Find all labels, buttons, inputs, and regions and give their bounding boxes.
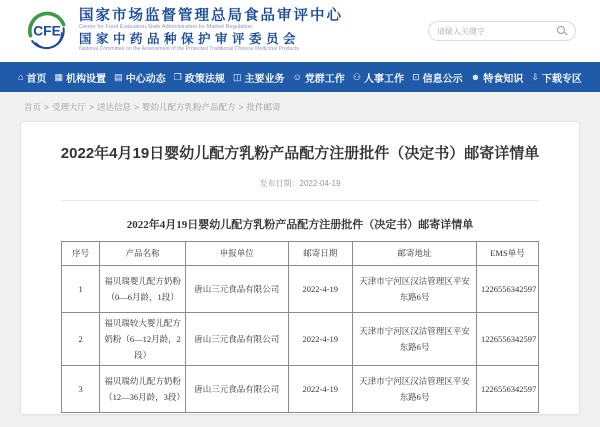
download-icon: ⇩	[531, 71, 539, 82]
nav-label: 党群工作	[304, 73, 345, 85]
cell-ems-number: 1226556342597	[476, 366, 538, 413]
document-icon: ▤	[114, 71, 123, 82]
col-header-mail-address: 邮寄地址	[352, 242, 476, 266]
cell-mail-address: 天津市宁河区汉沽管理区平安东路6号	[352, 366, 476, 413]
table-title: 2022年4月19日婴幼儿配方乳粉产品配方注册批件（决定书）邮寄详情单	[126, 219, 474, 231]
nav-item-news[interactable]	[110, 62, 170, 92]
nav-label: 人事工作	[364, 73, 404, 85]
nav-label: 信息公示	[422, 73, 463, 85]
table-row	[62, 313, 539, 366]
breadcrumb-separator: >	[44, 102, 49, 112]
breadcrumb-home[interactable]: 首页	[24, 102, 42, 112]
nav-label: 首页	[26, 73, 47, 85]
cell-ems-number: 1226556342597	[476, 313, 538, 366]
cell-product-name: 福贝瑞较大婴儿配方奶粉（6—12月龄，2段）	[100, 313, 186, 366]
book-icon: ❐	[173, 71, 182, 82]
nav-item-main-business[interactable]	[229, 62, 289, 92]
cell-mail-date: 2022-4-19	[288, 313, 352, 366]
col-header-index: 序号	[62, 242, 100, 266]
table-row	[62, 366, 539, 413]
col-header-applicant: 申报单位	[186, 242, 289, 266]
cell-index: 2	[62, 313, 100, 366]
org-name-en-1: Center for Food Evaluation,State Administration for Market Regulation	[79, 24, 253, 31]
breadcrumb	[0, 92, 600, 121]
nav-item-hr-work[interactable]	[349, 62, 408, 92]
nav-label: 机构设置	[66, 73, 107, 85]
col-header-ems-number: EMS单号	[476, 242, 538, 266]
publish-date-line	[21, 178, 579, 189]
cell-mail-address: 天津市宁河区汉沽管理区平安东路6号	[352, 266, 476, 313]
org-name-cn-1: 国家市场监督管理总局食品审评中心	[79, 8, 343, 25]
breadcrumb-infant-formula[interactable]: 婴幼儿配方乳粉产品配方	[141, 102, 236, 112]
cell-product-name: 福贝瑞幼儿配方奶粉（12—36月龄，3段）	[100, 366, 186, 413]
people-icon: ⚇	[352, 71, 361, 82]
nav-item-party-work[interactable]	[289, 62, 349, 92]
cfe-logo-icon	[24, 8, 70, 54]
nav-item-downloads[interactable]	[527, 62, 586, 92]
breadcrumb-current-mailing[interactable]: 批件邮寄	[246, 102, 281, 112]
clipboard-icon: ⊡	[412, 71, 420, 82]
nav-label: 政策法规	[184, 73, 225, 85]
cell-ems-number: 1226556342597	[476, 266, 538, 313]
org-titles	[79, 9, 343, 53]
cell-index: 3	[62, 366, 100, 413]
org-name-cn-2: 国家中药品种保护审评委员会	[79, 32, 301, 47]
cell-product-name: 福贝瑞婴儿配方奶粉（0—6月龄，1段）	[100, 266, 186, 313]
breadcrumb-delivery-info[interactable]: 送达信息	[96, 102, 131, 112]
site-header	[0, 0, 600, 62]
col-header-product-name: 产品名称	[100, 242, 186, 266]
nav-label: 中心动态	[125, 73, 166, 85]
home-icon: ⌂	[18, 72, 24, 82]
breadcrumb-acceptance-hall[interactable]: 受理大厅	[51, 102, 86, 112]
table-header-row	[62, 242, 539, 266]
publish-date-value: 2022-04-19	[299, 179, 341, 188]
org-name-en-2: National Committee on the Assessment of the Protected Traditional Chinese Medicinal Products	[79, 46, 300, 53]
table-row	[62, 266, 539, 313]
nav-label: 下载专区	[541, 73, 582, 85]
svg-text:CFE: CFE	[33, 23, 61, 39]
smiley-icon: ☻	[470, 72, 481, 82]
nav-item-info-disclosure[interactable]	[408, 62, 467, 92]
search-box[interactable]	[428, 21, 576, 41]
nav-label: 特食知识	[483, 73, 524, 85]
main-nav	[0, 62, 600, 92]
nav-item-home[interactable]	[14, 62, 50, 92]
cell-mail-date: 2022-4-19	[288, 266, 352, 313]
search-input[interactable]	[437, 27, 557, 36]
page-title: 2022年4月19日婴幼儿配方乳粉产品配方注册批件（决定书）邮寄详情单	[60, 145, 540, 162]
org-chart-icon: ▦	[54, 71, 64, 82]
cell-applicant: 唐山三元食品有限公司	[186, 266, 289, 313]
nav-label: 主要业务	[244, 73, 285, 85]
cell-applicant: 唐山三元食品有限公司	[186, 366, 289, 413]
nav-item-policies[interactable]	[170, 62, 229, 92]
content-card	[20, 121, 580, 415]
cell-applicant: 唐山三元食品有限公司	[186, 313, 289, 366]
breadcrumb-separator: >	[238, 102, 244, 112]
search-icon[interactable]	[557, 26, 567, 36]
person-icon: ☺	[292, 72, 302, 82]
breadcrumb-separator: >	[89, 102, 94, 112]
cell-mail-address: 天津市宁河区汉沽管理区平安东路6号	[352, 313, 476, 366]
cell-index: 1	[62, 266, 100, 313]
cell-mail-date: 2022-4-19	[288, 366, 352, 413]
col-header-mail-date: 邮寄日期	[288, 242, 352, 266]
divider	[61, 200, 539, 201]
breadcrumb-separator: >	[133, 102, 139, 112]
nav-item-organization[interactable]	[51, 62, 111, 92]
nav-item-special-food-knowledge[interactable]	[467, 62, 527, 92]
mailing-table	[61, 241, 539, 413]
publish-date-label: 发布日期：	[259, 179, 300, 188]
building-icon: ◫	[232, 71, 242, 82]
